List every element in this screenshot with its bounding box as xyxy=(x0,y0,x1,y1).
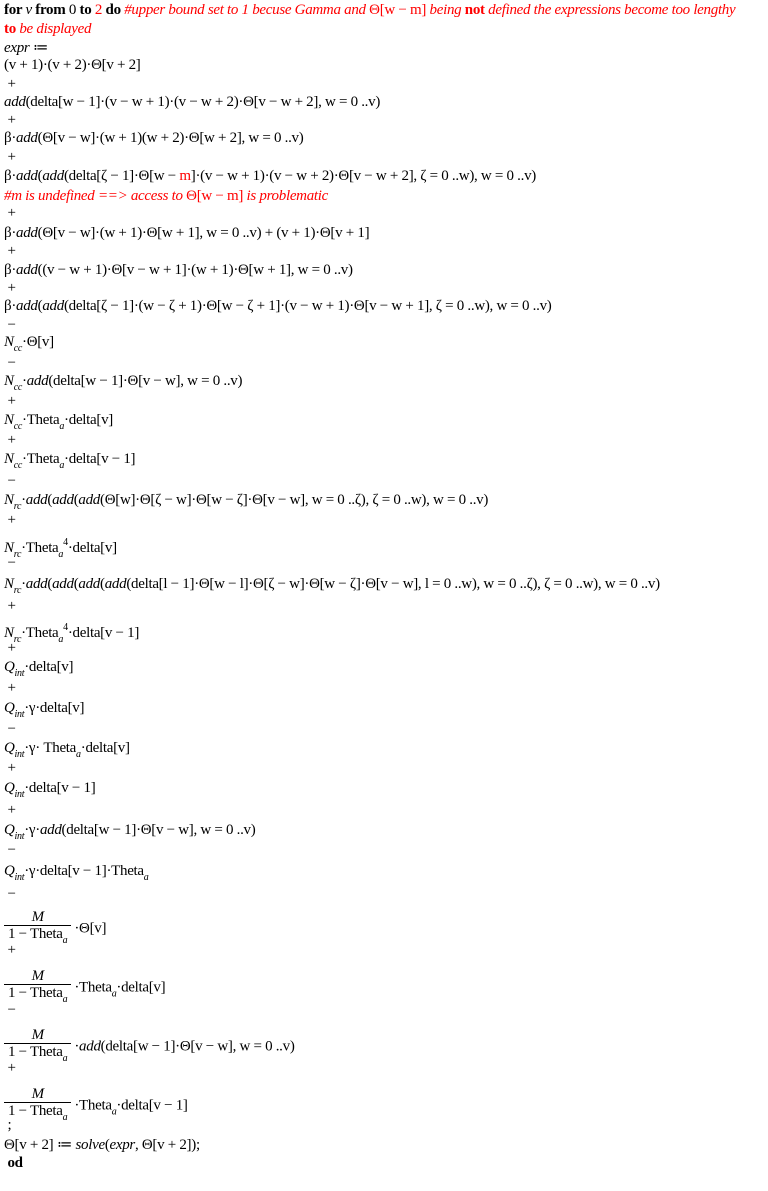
code-line[interactable] xyxy=(4,111,16,129)
comment-text: defined the expressions become too lengthy xyxy=(484,2,736,18)
identifier: add xyxy=(79,1038,101,1055)
keyword: for xyxy=(4,2,26,18)
identifier: add xyxy=(16,225,38,241)
math-text: + xyxy=(4,640,16,656)
math-text: + xyxy=(4,76,16,92)
code-line[interactable] xyxy=(4,93,380,111)
identifier: add xyxy=(78,492,101,508)
math-text: ·Θ[v] xyxy=(74,920,107,937)
keyword: do xyxy=(102,2,125,18)
math-text: − xyxy=(4,317,16,333)
math-text: + xyxy=(4,512,16,528)
math-text: 0 xyxy=(68,2,77,18)
code-line[interactable] xyxy=(4,316,16,334)
math-text: β· xyxy=(4,130,17,146)
code-line[interactable] xyxy=(4,261,353,279)
code-line[interactable] xyxy=(4,1086,188,1123)
math-text: ( xyxy=(100,576,105,592)
math-text: (Θ[w]·Θ[ζ − w]·Θ[w − ζ]·Θ[v − w], w = 0 ..ζ), ζ = 0 ..w), w = 0 ..v) xyxy=(100,492,489,508)
for-loop-header[interactable] xyxy=(4,1,735,19)
code-line[interactable] xyxy=(4,699,85,720)
code-line[interactable] xyxy=(4,129,303,147)
math-text: ·delta[v − 1] xyxy=(67,625,140,641)
math-text: + xyxy=(4,942,16,958)
math-text: ·delta[v] xyxy=(64,412,113,428)
identifier: add xyxy=(42,298,64,314)
math-text: (delta[w − 1]·Θ[v − w], w = 0 ..v) xyxy=(48,373,243,389)
math-text: − xyxy=(4,555,16,571)
math-text: β· xyxy=(4,168,17,184)
math-text: ( xyxy=(37,168,43,184)
math-text: (delta[ζ − 1]·(w − ζ + 1)·Θ[w − ζ + 1]·(v − w + 1)·Θ[v − w + 1], ζ = 0 ..w), w = 0 ..v) xyxy=(63,298,552,314)
subscript: a xyxy=(62,1053,68,1064)
code-line[interactable] xyxy=(4,554,16,572)
code-line[interactable] xyxy=(4,862,149,883)
fraction-numerator: M xyxy=(31,909,44,925)
math-text: · xyxy=(74,1038,80,1055)
math-text: − xyxy=(4,842,16,858)
math-text: β· xyxy=(4,298,17,314)
math-text: β· xyxy=(4,225,17,241)
math-text: ·Theta xyxy=(21,625,59,641)
code-line[interactable] xyxy=(4,56,140,74)
code-line[interactable] xyxy=(4,392,16,410)
identifier: N xyxy=(4,451,14,467)
math-text: ( xyxy=(73,492,79,508)
math-text: ·Theta xyxy=(22,412,60,428)
identifier: add xyxy=(25,576,48,592)
subscript: int xyxy=(14,831,25,842)
superscript: 4 xyxy=(63,622,68,633)
math-text: (delta[w − 1]·Θ[v − w], w = 0 ..v) xyxy=(61,822,256,838)
identifier: add xyxy=(16,298,38,314)
subscript: a xyxy=(58,634,64,645)
math-text: ( xyxy=(47,492,53,508)
code-line[interactable] xyxy=(4,534,117,560)
identifier: add xyxy=(16,168,38,184)
subscript: a xyxy=(111,1106,117,1118)
code-line[interactable] xyxy=(4,187,328,205)
code-line[interactable] xyxy=(4,279,16,297)
identifier: N xyxy=(4,625,14,641)
math-text: + xyxy=(4,112,16,128)
code-line[interactable] xyxy=(4,909,107,946)
math-text: ·Theta xyxy=(22,451,60,467)
math-text: + xyxy=(4,149,16,165)
subscript: a xyxy=(62,994,68,1005)
code-line[interactable] xyxy=(4,941,16,959)
identifier: add xyxy=(52,576,74,592)
code-line[interactable] xyxy=(4,372,243,393)
code-line[interactable] xyxy=(4,759,16,777)
math-text: + xyxy=(4,432,16,448)
identifier: expr xyxy=(4,40,30,56)
math-text: (delta[w − 1]·Θ[v − w], w = 0 ..v) xyxy=(100,1038,295,1055)
identifier: add xyxy=(104,576,127,592)
code-line[interactable] xyxy=(4,801,16,819)
subscript: a xyxy=(59,421,65,432)
keyword: from xyxy=(31,2,69,18)
math-text: · xyxy=(22,373,27,389)
denominator-text: 1 − Theta xyxy=(8,1044,63,1060)
identifier: add xyxy=(78,576,101,592)
subscript: int xyxy=(14,709,25,720)
math-text: (v + 1)·(v + 2)·Θ[v + 2] xyxy=(4,57,141,73)
keyword: to xyxy=(76,2,95,18)
code-line[interactable] xyxy=(4,204,16,222)
math-text: − xyxy=(4,886,16,902)
math-text: ; xyxy=(4,1117,12,1133)
math-text: ( xyxy=(104,1137,110,1153)
code-line[interactable] xyxy=(4,968,166,1005)
highlighted-text: m xyxy=(179,168,191,184)
comment-keyword: to xyxy=(4,21,16,37)
comment-text: #upper bound set to 1 becuse Gamma and xyxy=(124,2,370,18)
math-text: + xyxy=(4,243,16,259)
identifier: add xyxy=(52,492,74,508)
comment-text: #m is undefined ==> access to xyxy=(4,188,187,204)
code-line[interactable] xyxy=(4,658,74,679)
fraction-numerator: M xyxy=(31,1027,44,1043)
math-text: (delta[l − 1]·Θ[w − l]·Θ[ζ − w]·Θ[w − ζ]·Θ[v − w], l = 0 ..w), w = 0 ..ζ), ζ = 0 ..w), w = 0 ..v) xyxy=(126,576,660,592)
denominator-text: 1 − Theta xyxy=(8,1103,63,1119)
math-text: ( xyxy=(47,576,53,592)
math-text: ((v − w + 1)·Θ[v − w + 1]·(w + 1)·Θ[w + 1], w = 0 ..v) xyxy=(37,262,353,278)
identifier: add xyxy=(39,822,62,838)
identifier: Q xyxy=(4,822,15,838)
math-text: ·Theta xyxy=(21,540,59,556)
math-text: ·delta[v − 1] xyxy=(64,451,136,467)
code-line[interactable] xyxy=(4,639,16,657)
math-text: − xyxy=(4,1002,16,1018)
math-text: ·delta[v] xyxy=(80,740,130,756)
math-text: ≔ xyxy=(29,40,49,56)
code-line[interactable] xyxy=(4,720,16,738)
math-text: ( xyxy=(73,576,79,592)
code-line[interactable] xyxy=(4,472,16,490)
math-text: ·Θ[v] xyxy=(22,334,54,350)
math-text: · xyxy=(21,576,26,592)
identifier: add xyxy=(42,168,64,184)
code-line[interactable] xyxy=(4,333,54,354)
code-line[interactable] xyxy=(4,821,256,842)
subscript: cc xyxy=(13,343,22,354)
code-line[interactable] xyxy=(4,841,16,859)
math-text: − xyxy=(4,721,16,737)
identifier: add xyxy=(25,492,48,508)
subscript: a xyxy=(58,549,64,560)
math-text: (delta[w − 1]·(v − w + 1)·(v − w + 2)·Θ[v − w + 2], w = 0 ..v) xyxy=(25,94,381,110)
math-text: , Θ[v + 2]); xyxy=(134,1137,200,1153)
subscript: cc xyxy=(13,382,22,393)
code-line[interactable] xyxy=(4,1136,200,1154)
code-line[interactable] xyxy=(4,148,16,166)
code-line[interactable] xyxy=(4,575,660,596)
math-text: ·γ·delta[v] xyxy=(24,700,85,716)
identifier: Q xyxy=(4,863,15,879)
code-line[interactable] xyxy=(4,619,140,645)
math-text: + xyxy=(4,280,16,296)
identifier: add xyxy=(16,130,38,146)
code-line[interactable] xyxy=(4,224,369,242)
identifier: Q xyxy=(4,700,15,716)
identifier: Q xyxy=(4,780,15,796)
code-line[interactable] xyxy=(4,1027,295,1064)
code-line[interactable] xyxy=(4,739,130,760)
code-line[interactable] xyxy=(4,411,113,432)
identifier: N xyxy=(4,373,14,389)
highlighted-text: Θ[w − m] xyxy=(186,188,244,204)
math-text: β· xyxy=(4,262,17,278)
code-line[interactable] xyxy=(4,242,16,260)
math-text: + xyxy=(4,393,16,409)
comment-text: be displayed xyxy=(15,21,92,37)
code-line[interactable] xyxy=(4,597,16,615)
identifier: N xyxy=(4,334,14,350)
math-text: − xyxy=(4,473,16,489)
code-line[interactable] xyxy=(4,167,536,185)
code-line[interactable] xyxy=(4,491,489,512)
subscript: int xyxy=(14,668,25,679)
subscript: cc xyxy=(13,460,22,471)
highlighted-text: 2 xyxy=(94,2,103,18)
subscript: cc xyxy=(13,421,22,432)
comment-text: being xyxy=(426,2,465,18)
identifier: v xyxy=(25,2,32,18)
identifier: N xyxy=(4,576,14,592)
code-line[interactable] xyxy=(4,450,136,471)
subscript: a xyxy=(111,988,117,1000)
math-text: ]·(v − w + 1)·(v − w + 2)·Θ[v − w + 2], ζ = 0 ..w), w = 0 ..v) xyxy=(190,168,536,184)
code-line[interactable] xyxy=(4,679,16,697)
subscript: rc xyxy=(13,634,22,645)
math-text: + xyxy=(4,205,16,221)
subscript: a xyxy=(62,1112,68,1123)
math-text: ·delta[v] xyxy=(67,540,117,556)
fraction-numerator: M xyxy=(31,1086,44,1102)
math-text: + xyxy=(4,680,16,696)
math-text: ·Theta xyxy=(74,979,112,996)
subscript: int xyxy=(14,789,25,800)
denominator-text: 1 − Theta xyxy=(8,985,63,1001)
fraction-denominator xyxy=(4,1102,71,1126)
math-text: · xyxy=(21,492,26,508)
code-line[interactable] xyxy=(4,779,96,800)
identifier: Q xyxy=(4,659,15,675)
code-line[interactable] xyxy=(4,431,16,449)
math-text: ·delta[v − 1] xyxy=(24,780,96,796)
denominator-text: 1 − Theta xyxy=(8,926,63,942)
identifier: Q xyxy=(4,740,15,756)
comment-text: is problematic xyxy=(243,188,328,204)
code-line[interactable] xyxy=(4,1001,16,1019)
subscript: int xyxy=(14,749,25,760)
identifier: N xyxy=(4,412,14,428)
identifier: N xyxy=(4,540,14,556)
math-text: ·γ· Theta xyxy=(24,740,77,756)
subscript: a xyxy=(76,749,81,760)
subscript: a xyxy=(62,935,68,946)
math-text: ·γ· xyxy=(24,822,40,838)
code-line[interactable] xyxy=(4,20,91,38)
math-text: ·γ·delta[v − 1]·Theta xyxy=(24,863,144,879)
subscript: rc xyxy=(13,585,22,596)
subscript: rc xyxy=(13,549,22,560)
math-text: (Θ[v − w]·(w + 1)·Θ[w + 1], w = 0 ..v) + (v + 1)·Θ[v + 1] xyxy=(37,225,370,241)
code-line[interactable] xyxy=(4,354,16,372)
math-text: ·delta[v] xyxy=(24,659,74,675)
math-text: ·Theta xyxy=(74,1097,112,1114)
identifier: add xyxy=(16,262,38,278)
identifier: add xyxy=(26,373,49,389)
od-keyword[interactable] xyxy=(4,1154,23,1172)
fraction-numerator: M xyxy=(31,968,44,984)
math-text: ·delta[v] xyxy=(116,979,166,996)
code-line[interactable] xyxy=(4,885,16,903)
superscript: 4 xyxy=(63,537,68,548)
code-line[interactable] xyxy=(4,511,16,529)
identifier: add xyxy=(4,94,26,110)
identifier: solve xyxy=(75,1137,105,1153)
math-text: − xyxy=(4,355,16,371)
math-text: (Θ[v − w]·(w + 1)(w + 2)·Θ[w + 2], w = 0 ..v) xyxy=(37,130,304,146)
subscript: rc xyxy=(13,501,22,512)
fraction xyxy=(4,1086,71,1126)
highlighted-text: Θ[w − m] xyxy=(369,2,427,18)
math-text: + xyxy=(4,802,16,818)
math-text: Θ[v + 2] ≔ xyxy=(4,1137,76,1153)
comment-keyword: not xyxy=(464,2,485,18)
identifier: N xyxy=(4,492,14,508)
subscript: a xyxy=(59,460,65,471)
subscript: a xyxy=(143,872,149,883)
identifier: expr xyxy=(109,1137,135,1153)
code-line[interactable] xyxy=(4,1116,11,1134)
math-text: ·delta[v − 1] xyxy=(116,1097,188,1114)
math-text: + xyxy=(4,760,16,776)
code-line[interactable] xyxy=(4,39,48,57)
subscript: int xyxy=(14,872,25,883)
code-line[interactable] xyxy=(4,1059,16,1077)
math-text: + xyxy=(4,1060,16,1076)
code-line[interactable] xyxy=(4,75,16,93)
code-line[interactable] xyxy=(4,297,551,315)
math-text: ( xyxy=(37,298,43,314)
math-text: (delta[ζ − 1]·Θ[w − xyxy=(63,168,180,184)
math-text: + xyxy=(4,598,16,614)
keyword: od xyxy=(4,1155,23,1171)
